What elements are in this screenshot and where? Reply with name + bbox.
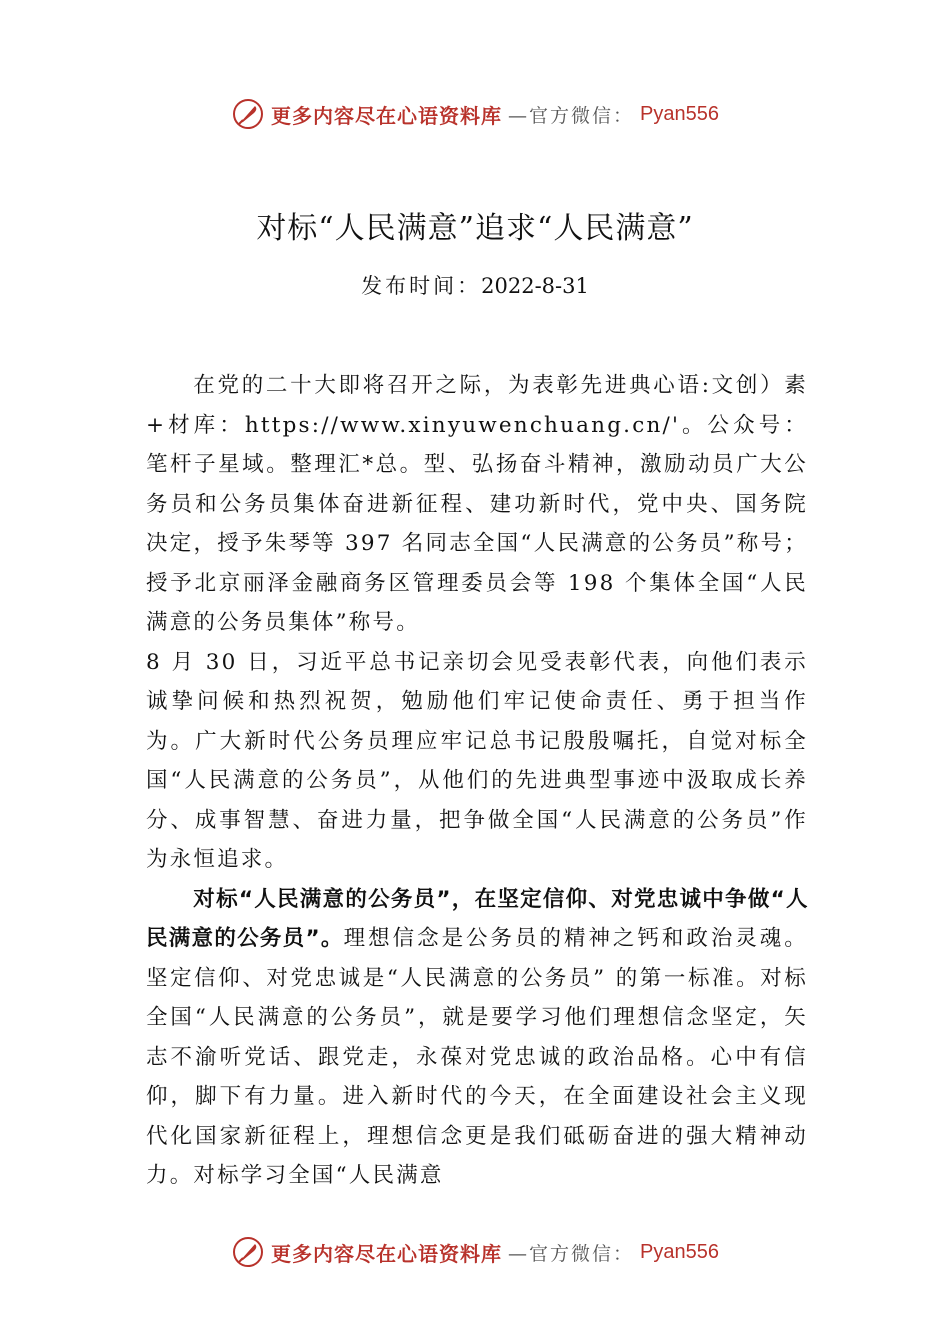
banner-library-text: 更多内容尽在心语资料库 [271,103,502,128]
header-banner [0,94,950,134]
banner-wechat-id: Pyan556 [640,1240,719,1263]
banner-wechat-label: —官方微信： [508,104,635,127]
paragraph-3-body: 理想信念是公务员的精神之钙和政治灵魂。坚定信仰、对党忠诚是“人民满意的公务员” 的第一标准。对标全国“人民满意的公务员”，就是要学习他们理想信念坚定，矢志不渝听党话、跟党走，永葆对党忠诚的政治品格。心中有信仰，脚下有力量。进入新时代的今天，在全面建设社会主义现代化国家新征程上，理想信念更是我们砥砺奋进的强大精神动力。对标学习全国“人民满意 [146,926,808,1188]
publish-date-value: 2022-8-31 [481,274,589,298]
paragraph-1: 在党的二十大即将召开之际，为表彰先进典心语:文创）素+材库：https://www.xinyuwenchuang.cn/'。公众号：笔杆子星域。整理汇*总。型、弘扬奋斗精神，激励动员广大公务员和公务员集体奋进新征程、建功新时代，党中央、国务院决定，授予朱琴等 397 名同志全国“人民满意的公务员”称号；授予北京丽泽金融商务区管理委员会等 198 个集体全国“人民满意的公务员集体”称号。 [146,373,808,635]
article-body [146,366,808,1196]
paragraph-2: 8 月 30 日，习近平总书记亲切会见受表彰代表，向他们表示诚挚问候和热烈祝贺，勉励他们牢记使命责任、勇于担当作为。广大新时代公务员理应牢记总书记殷殷嘱托，自觉对标全国“人民满意的公务员”，从他们的先进典型事迹中汲取成长养分、成事智慧、奋进力量，把争做全国“人民满意的公务员”作为永恒追求。 [146,649,808,872]
paragraph-3 [146,880,808,1196]
publish-date-label: 发布时间： [361,274,482,298]
quill-pen-logo-icon [231,1235,265,1269]
page-title: 对标“人民满意”追求“人民满意” [256,211,694,246]
banner-library-text: 更多内容尽在心语资料库 [271,1241,502,1266]
banner-wechat-label: —官方微信： [508,1242,635,1265]
paragraph-3-heading: 对标“人民满意的公务员”，在坚定信仰、对党忠诚中争做“人民满意的公务员”。 [146,886,808,951]
footer-banner [0,1232,950,1272]
quill-pen-logo-icon [231,97,265,131]
banner-wechat-id: Pyan556 [640,102,719,125]
publish-date [0,270,950,300]
